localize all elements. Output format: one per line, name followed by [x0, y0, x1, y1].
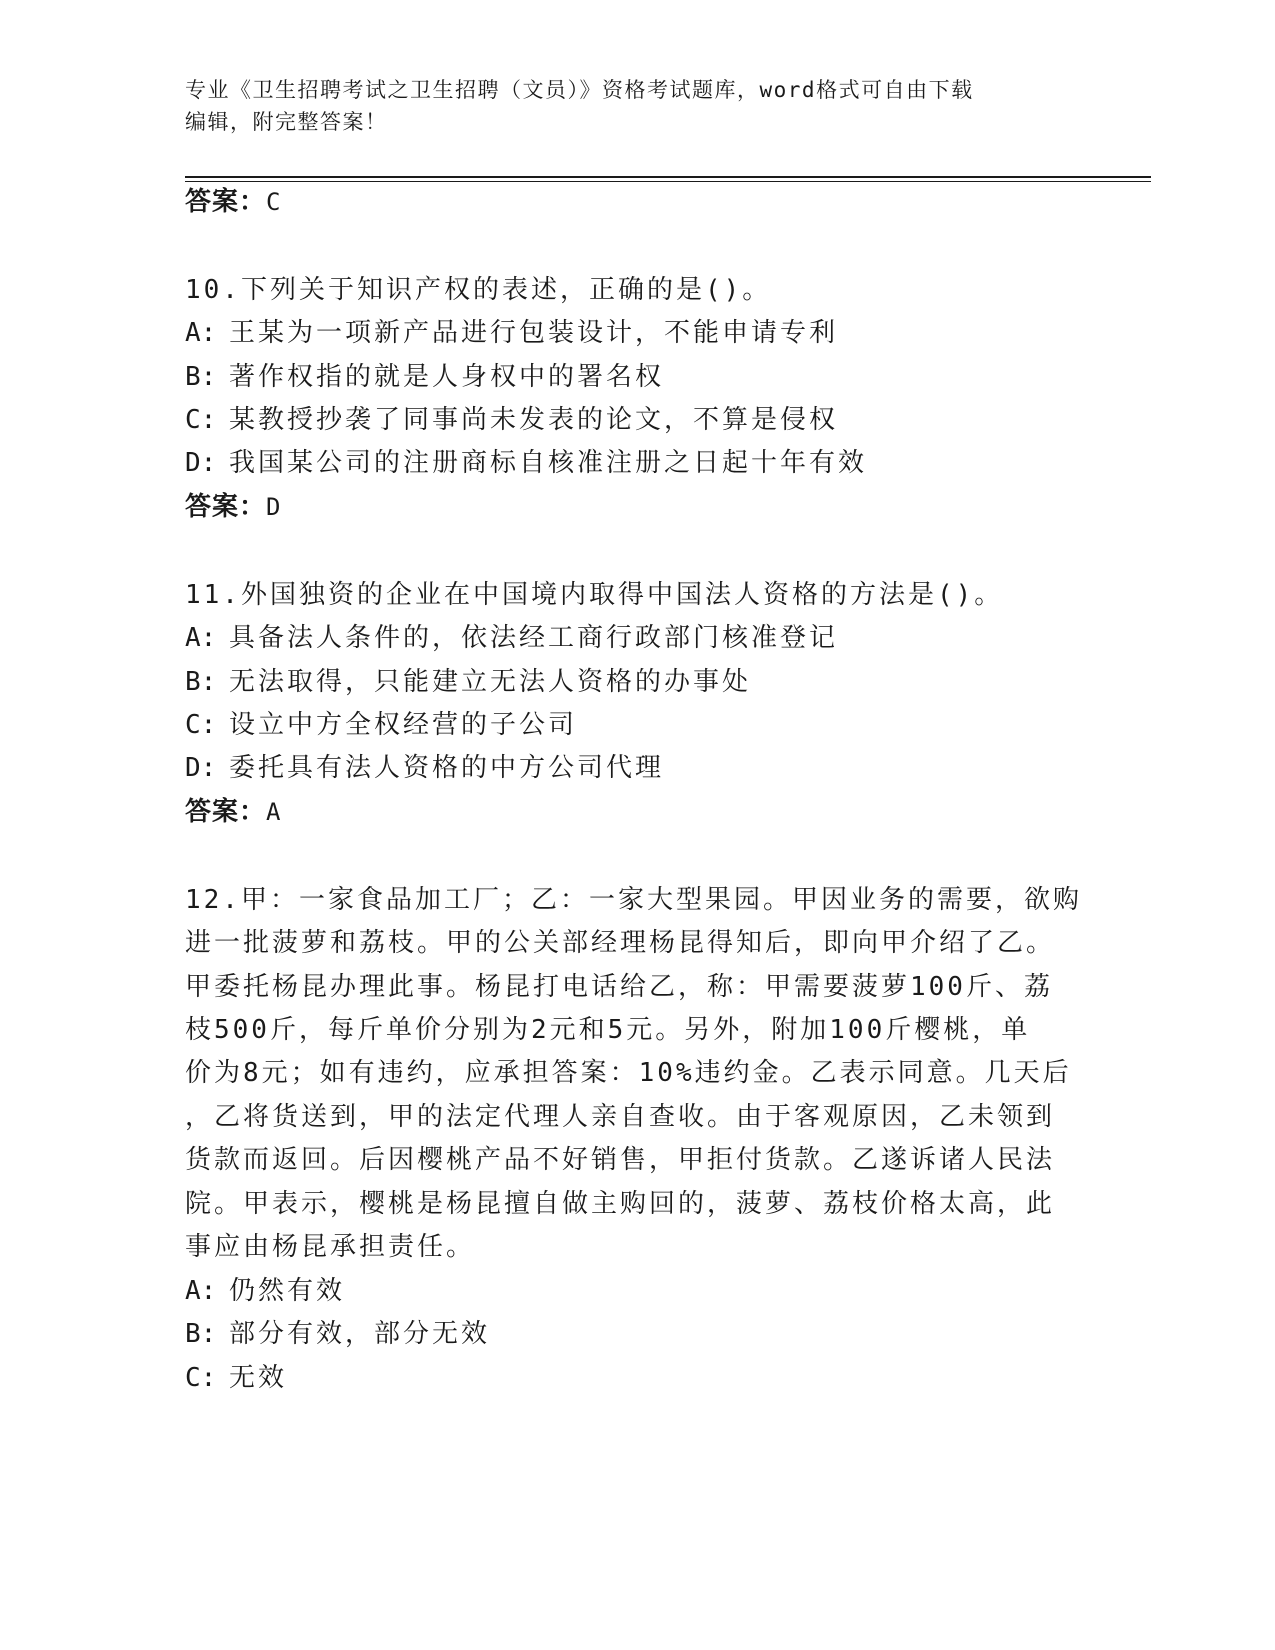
- header-line-1: 专业《卫生招聘考试之卫生招聘（文员）》资格考试题库，word格式可自由下载: [185, 78, 974, 102]
- option-letter: A:: [185, 318, 217, 348]
- question-12-stem-line-2: 进一批菠萝和荔枝。甲的公关部经理杨昆得知后，即向甲介绍了乙。: [185, 928, 1056, 958]
- answer-label: 答案：: [185, 492, 267, 522]
- question-12-stem-line-8: 院。甲表示，樱桃是杨昆擅自做主购回的，菠萝、荔枝价格太高，此: [185, 1189, 1056, 1219]
- answer-label: 答案：: [185, 187, 267, 217]
- option-letter: C:: [185, 710, 217, 740]
- option-text: 设立中方全权经营的子公司: [229, 710, 578, 740]
- option-text: 仍然有效: [229, 1276, 346, 1306]
- question-12-stem-line-4: 枝500斤，每斤单价分别为2元和5元。另外，附加100斤樱桃，单: [185, 1015, 1031, 1045]
- document-header: [185, 74, 1085, 138]
- option-letter: B:: [185, 362, 217, 392]
- option-text: 无效: [229, 1363, 288, 1393]
- option-text: 部分有效，部分无效: [229, 1319, 491, 1349]
- answer-value: A: [266, 798, 282, 826]
- option-text: 无法取得，只能建立无法人资格的办事处: [229, 667, 752, 697]
- header-divider-thick: [185, 176, 1151, 178]
- answer-value: C: [266, 188, 282, 216]
- question-11-stem: 11.外国独资的企业在中国境内取得中国法人资格的方法是()。: [185, 580, 1004, 610]
- question-12-option-c: [185, 1358, 287, 1398]
- option-letter: D:: [185, 753, 217, 783]
- question-11-option-b: [185, 662, 751, 702]
- answer-q10: [185, 487, 281, 527]
- answer-q11: [185, 792, 281, 832]
- question-11-option-d: [185, 748, 664, 788]
- question-10-option-b: [185, 357, 664, 397]
- question-10-stem: 10.下列关于知识产权的表述，正确的是()。: [185, 275, 772, 305]
- option-text: 具备法人条件的，依法经工商行政部门核准登记: [229, 623, 839, 653]
- question-11-option-c: [185, 705, 577, 745]
- option-letter: B:: [185, 667, 217, 697]
- option-text: 我国某公司的注册商标自核准注册之日起十年有效: [229, 448, 868, 478]
- option-letter: A:: [185, 623, 217, 653]
- option-letter: B:: [185, 1319, 217, 1349]
- option-text: 委托具有法人资格的中方公司代理: [229, 753, 665, 783]
- question-12-stem-line-7: 货款而返回。后因樱桃产品不好销售，甲拒付货款。乙遂诉诸人民法: [185, 1145, 1056, 1175]
- question-11-option-a: [185, 618, 838, 658]
- option-text: 王某为一项新产品进行包装设计，不能申请专利: [229, 318, 839, 348]
- answer-q9: [185, 182, 281, 222]
- option-text: 某教授抄袭了同事尚未发表的论文，不算是侵权: [229, 405, 839, 435]
- option-letter: C:: [185, 1363, 217, 1393]
- question-12-stem-line-9: 事应由杨昆承担责任。: [185, 1232, 476, 1262]
- header-divider-thin: [185, 181, 1151, 182]
- question-10-option-a: [185, 313, 838, 353]
- question-10-option-c: [185, 400, 838, 440]
- option-text: 著作权指的就是人身权中的署名权: [229, 362, 665, 392]
- question-12-option-a: [185, 1271, 345, 1311]
- question-12-stem-line-6: ，乙将货送到，甲的法定代理人亲自查收。由于客观原因，乙未领到: [185, 1102, 1056, 1132]
- header-line-2: 编辑，附完整答案！: [185, 110, 388, 134]
- answer-label: 答案：: [185, 797, 267, 827]
- question-12-stem-line-1: 12.甲：一家食品加工厂；乙：一家大型果园。甲因业务的需要，欲购: [185, 885, 1082, 915]
- question-12-stem-line-5: 价为8元；如有违约，应承担答案：10%违约金。乙表示同意。几天后: [185, 1058, 1072, 1088]
- option-letter: C:: [185, 405, 217, 435]
- answer-value: D: [266, 493, 282, 521]
- question-10-option-d: [185, 443, 867, 483]
- question-12-stem-line-3: 甲委托杨昆办理此事。杨昆打电话给乙，称：甲需要菠萝100斤、荔: [185, 972, 1053, 1002]
- option-letter: D:: [185, 448, 217, 478]
- question-12-option-b: [185, 1314, 490, 1354]
- option-letter: A:: [185, 1276, 217, 1306]
